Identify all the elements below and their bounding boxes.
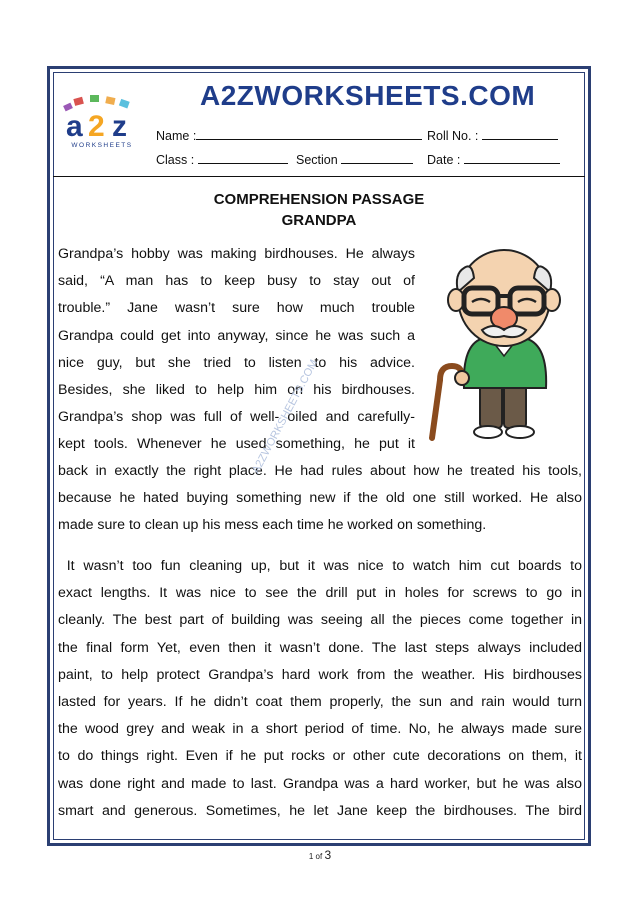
roll-field — [427, 128, 558, 143]
text-line: made sure to clean up his mess each time he worked on something. — [58, 517, 487, 534]
paragraph-1-narrow — [58, 241, 415, 459]
a2z-logo — [60, 94, 144, 150]
text-line: Grandpa could get into anyway, since he was such a — [58, 327, 415, 344]
date-blank[interactable] — [464, 152, 560, 164]
text-line: to do things right. Even if he put rocks or other cute decorations on them, it — [58, 748, 582, 765]
text-line: Grandpa’s hobby was making birdhouses. He always — [58, 246, 415, 262]
section-label: Section — [296, 153, 338, 167]
name-label: Name : — [156, 129, 197, 143]
grandpa-illustration — [424, 238, 584, 443]
text-line: smart and generous. Sometimes, he let Jane keep the birdhouses. The bird — [58, 802, 582, 819]
date-label: Date : — [427, 153, 461, 167]
paragraph-2 — [58, 553, 582, 825]
text-line: was done right and made to last. Grandpa was a hard worker, but he was also — [58, 775, 582, 792]
section-field — [296, 152, 413, 167]
text-line: Besides, she liked to help him on his birdhouses. — [58, 381, 415, 398]
class-label: Class : — [156, 153, 195, 167]
roll-blank[interactable] — [482, 128, 558, 140]
text-line: the final form Yet, even then it wasn’t done. The last steps always included — [58, 639, 582, 656]
svg-text:2: 2 — [88, 110, 105, 143]
name-field — [156, 128, 422, 143]
text-line: nice guy, but she tried to listen to his advice. — [58, 354, 415, 371]
text-line: back in exactly the right place. He had rules about how he treated his tools, — [58, 463, 582, 479]
passage-title: GRANDPA — [281, 212, 357, 229]
paragraph-1-wide — [58, 458, 582, 540]
roll-label: Roll No. : — [427, 129, 479, 143]
svg-text:a: a — [66, 110, 83, 143]
text-line: because he hated buying something new if the old one still worked. He also — [58, 490, 582, 507]
class-blank[interactable] — [198, 152, 288, 164]
passage-heading: COMPREHENSION PASSAGE — [213, 191, 425, 208]
text-line: the wood grey and weak in a short period of time. No, he always made sure — [58, 721, 582, 738]
svg-text:z: z — [112, 110, 127, 143]
site-title: A2ZWORKSHEETS.COM — [200, 80, 536, 111]
text-line: kept tools. Whenever he used something, he put it — [58, 436, 415, 453]
text-line: Grandpa’s shop was full of well- oiled and carefully- — [58, 409, 415, 426]
name-blank[interactable] — [196, 128, 422, 140]
text-line: exact lengths. It was nice to see the drill put in holes for screws to go in — [58, 585, 582, 602]
section-blank[interactable] — [341, 152, 413, 164]
class-field — [156, 152, 288, 167]
header-divider — [53, 176, 585, 177]
page-indicator — [0, 848, 640, 862]
page-current: 1 — [308, 852, 314, 861]
date-field — [427, 152, 560, 167]
page-total: 3 — [324, 848, 332, 862]
text-line: lasted for years. If he didn’t coat them properly, the sun and rain would turn — [58, 693, 582, 710]
text-line: It wasn’t too fun cleaning up, but it was nice to watch him cut boards to — [58, 558, 582, 574]
page-of: of — [315, 852, 323, 861]
text-line: cleanly. The best part of building was seeing all the pieces come together in — [58, 612, 582, 629]
watermark: A2ZWORKSHEETS.COM — [250, 357, 321, 476]
text-line: paint, to help protect Grandpa’s hard work from the weather. His birdhouses — [58, 666, 582, 683]
text-line: trouble.” Jane wasn’t sure how much trouble — [58, 300, 415, 317]
text-line: said, “A man has to keep busy to stay out of — [58, 273, 415, 290]
svg-text:WORKSHEETS: WORKSHEETS — [71, 142, 133, 149]
